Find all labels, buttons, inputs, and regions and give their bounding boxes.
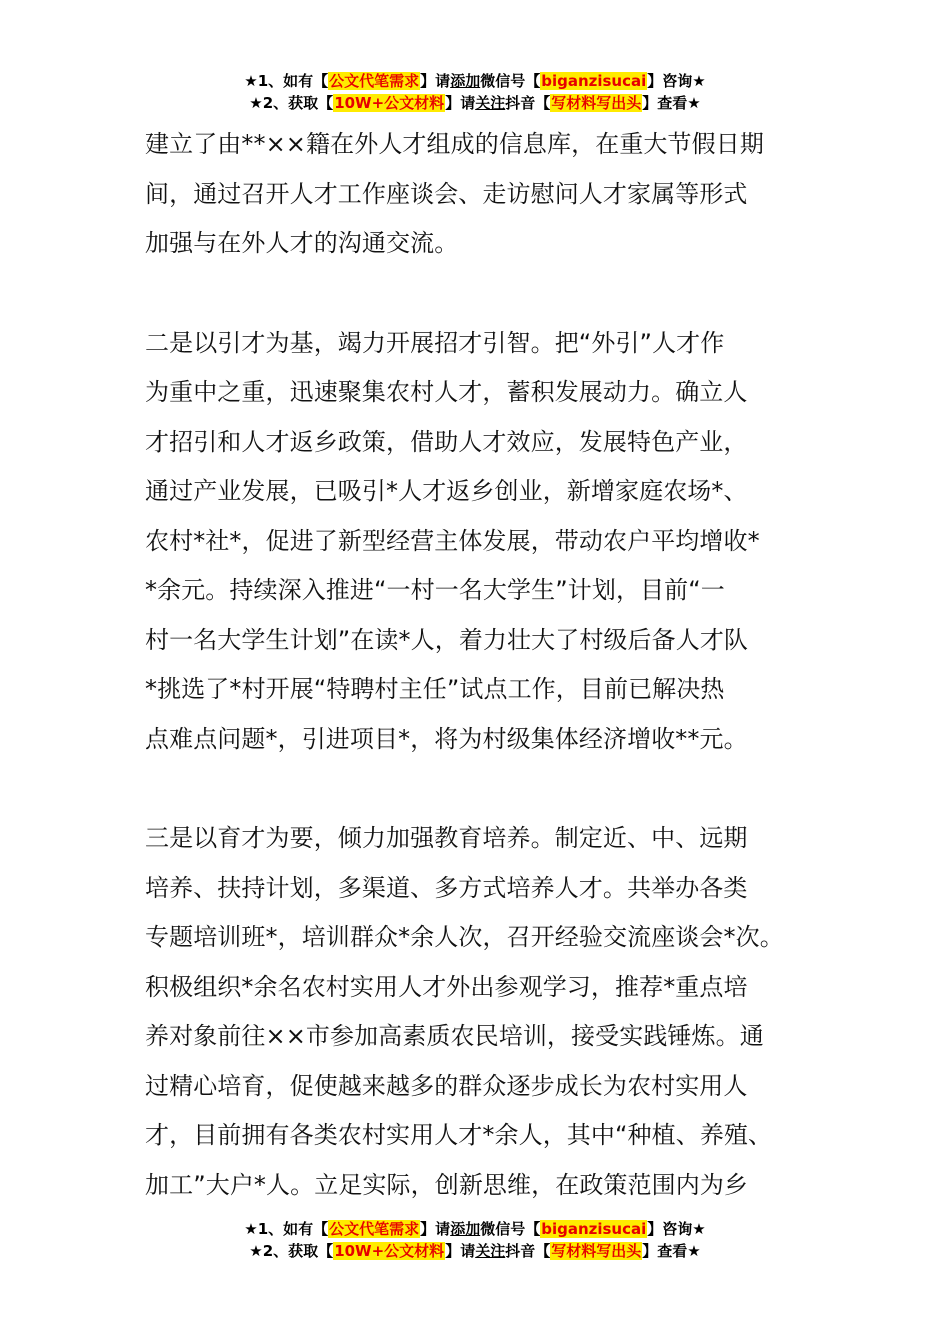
banner-underlined: 添加 — [450, 72, 481, 90]
text-line: 通过产业发展，已吸引*人才返乡创业，新增家庭农场*、 — [145, 477, 748, 505]
banner-line-1 — [0, 70, 950, 92]
banner-highlight: biganzisucai — [541, 1220, 647, 1238]
text-line: *挑选了*村开展“特聘村主任”试点工作，目前已解决热 — [145, 675, 725, 703]
text-line: 才招引和人才返乡政策，借助人才效应，发展特色产业， — [145, 427, 748, 456]
footer-banner — [0, 1218, 950, 1262]
text-line: 养对象前往××市参加高素质农民培训，接受实践锤炼。通 — [145, 1022, 764, 1050]
text-line: 三是以育才为要，倾力加强教育培养。制定近、中、远期 — [145, 824, 748, 852]
banner-text: 】请 — [420, 1220, 451, 1238]
text-line: 为重中之重，迅速聚集农村人才，蓄积发展动力。确立人 — [145, 378, 748, 406]
banner-line-1 — [0, 1218, 950, 1240]
banner-highlight: 公文代笔需求 — [329, 72, 420, 90]
banner-text: 】查看★ — [642, 94, 701, 112]
banner-text: 微信号【 — [480, 1220, 541, 1238]
document-body — [145, 120, 817, 1210]
text-line: 农村*社*，促进了新型经营主体发展，带动农户平均增收* — [145, 526, 760, 555]
text-line: 才，目前拥有各类农村实用人才*余人，其中“种植、养殖、 — [145, 1121, 773, 1149]
banner-text: 】查看★ — [642, 1242, 701, 1260]
paragraph-gap — [145, 764, 817, 814]
header-banner — [0, 70, 950, 114]
paragraph — [145, 319, 817, 765]
banner-highlight: 写材料写出头 — [551, 94, 642, 112]
banner-text: 微信号【 — [480, 72, 541, 90]
text-line: 加工”大户*人。立足实际，创新思维，在政策范围内为乡 — [145, 1170, 749, 1199]
banner-highlight: biganzisucai — [541, 72, 647, 90]
text-line: 村一名大学生计划”在读*人，着力壮大了村级后备人才队 — [145, 625, 749, 654]
banner-text: ★2、获取【 — [249, 1242, 334, 1260]
banner-text: 】请 — [445, 1242, 476, 1260]
banner-underlined: 关注 — [475, 94, 506, 112]
text-line: *余元。持续深入推进“一村一名大学生”计划，目前“一 — [145, 576, 725, 604]
text-line: 加强与在外人才的沟通交流。 — [145, 229, 459, 257]
paragraph-gap — [145, 269, 817, 319]
banner-text: 】咨询★ — [647, 1220, 706, 1238]
banner-line-2 — [0, 1240, 950, 1262]
banner-text: 】请 — [445, 94, 476, 112]
banner-text: 】请 — [420, 72, 451, 90]
banner-highlight: 公文代笔需求 — [329, 1220, 420, 1238]
banner-text: 抖音【 — [505, 1242, 551, 1260]
text-line: 点难点问题*，引进项目*，将为村级集体经济增收**元。 — [145, 724, 748, 753]
banner-underlined: 关注 — [475, 1242, 506, 1260]
text-line: 二是以引才为基，竭力开展招才引智。把“外引”人才作 — [145, 328, 725, 357]
banner-text: 抖音【 — [505, 94, 551, 112]
banner-highlight: 10W+公文材料 — [334, 1242, 445, 1260]
text-line: 建立了由**××籍在外人才组成的信息库，在重大节假日期 — [145, 130, 764, 158]
text-line: 过精心培育，促使越来越多的群众逐步成长为农村实用人 — [145, 1071, 748, 1100]
paragraph — [145, 814, 817, 1210]
text-line: 专题培训班*，培训群众*余人次，召开经验交流座谈会*次。 — [145, 923, 784, 951]
banner-text: ★1、如有【 — [244, 72, 329, 90]
banner-highlight: 写材料写出头 — [551, 1242, 642, 1260]
text-line: 积极组织*余名农村实用人才外出参观学习，推荐*重点培 — [145, 972, 748, 1001]
banner-text: ★1、如有【 — [244, 1220, 329, 1238]
text-line: 培养、扶持计划，多渠道、多方式培养人才。共举办各类 — [145, 873, 748, 902]
banner-text: 】咨询★ — [647, 72, 706, 90]
banner-text: ★2、获取【 — [249, 94, 334, 112]
paragraph — [145, 120, 817, 269]
banner-underlined: 添加 — [450, 1220, 481, 1238]
banner-line-2 — [0, 92, 950, 114]
text-line: 间，通过召开人才工作座谈会、走访慰问人才家属等形式 — [145, 179, 748, 208]
banner-highlight: 10W+公文材料 — [334, 94, 445, 112]
